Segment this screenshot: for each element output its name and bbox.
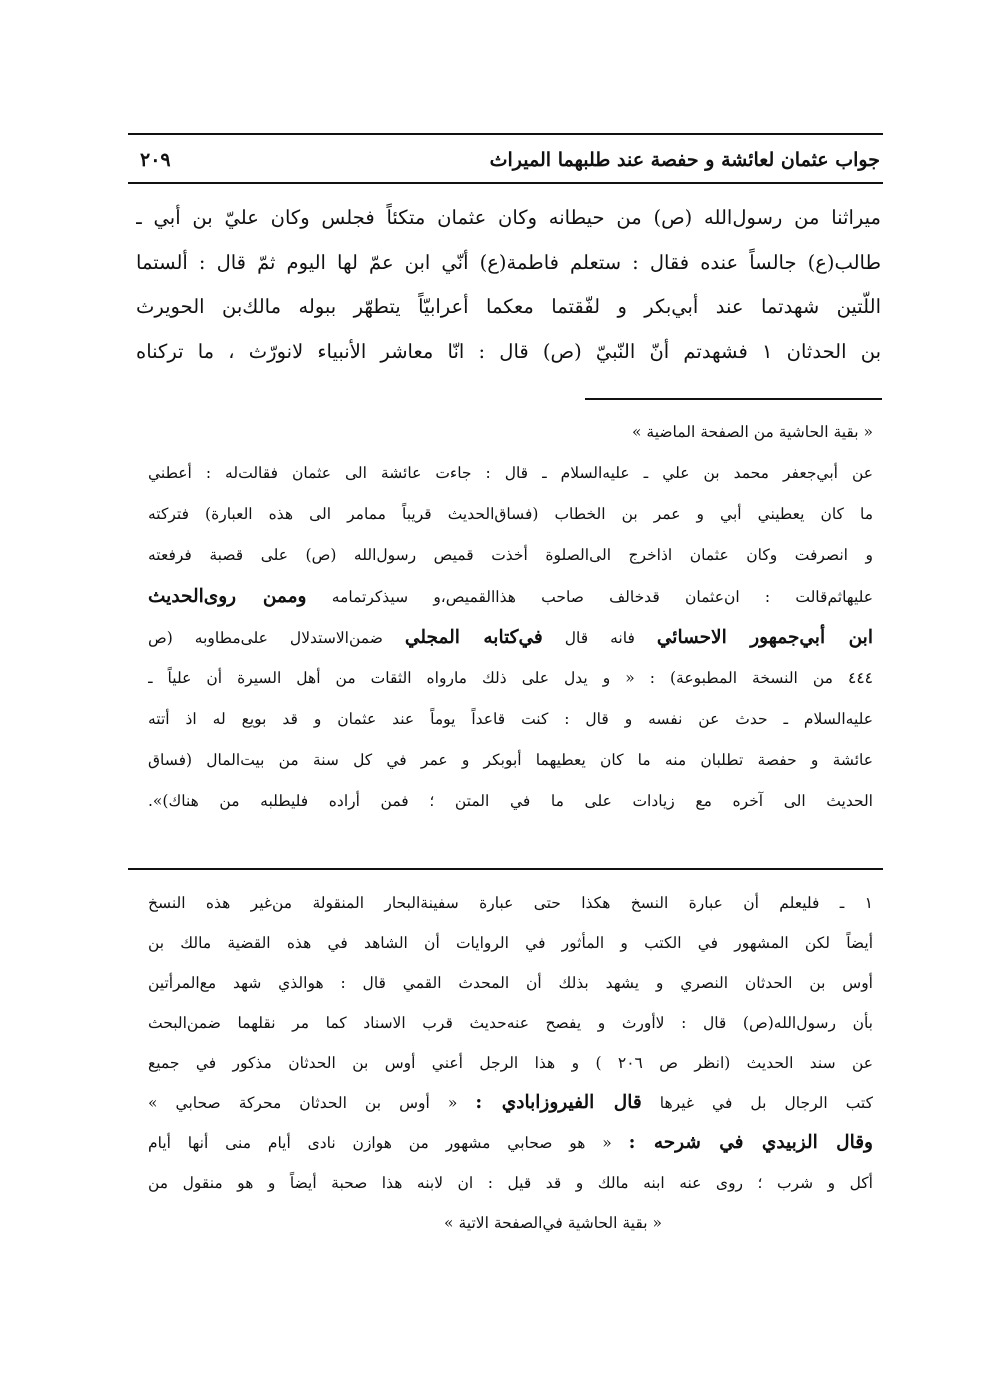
footnote-line <box>148 617 873 658</box>
footnote-text: كتب الرجال بل في غيرها <box>659 1094 873 1112</box>
footnote-bold-phrase: في‌كتابه المجلي <box>404 627 543 648</box>
footnote-text: ضمن‌الاستدلال على‌مطاوبه (ص <box>148 629 383 647</box>
main-text-line: طالب(ع) جالساً عنده فقال : ستعلم فاطمة(ع) أنّي ابن عمّ لها اليوم ثمّ قال : ألستما <box>136 250 881 274</box>
footnote-line <box>148 1123 873 1163</box>
footnote-line: عن سند الحديث (انظر ص ٢٠٦ ) و هذا الرجل أعني أوس بن الحدثان مذكور في جميع <box>148 1054 873 1072</box>
footnote-line: بأن رسول‌الله(ص) قال : لاأورث و يفصح عنه‌حديث قرب الاسناد كما مر نقلهما ضمن‌البحث <box>148 1014 873 1032</box>
footnote-line: الحديث الى آخره مع زيادات على ما في المتن ؛ فمن أراده فليطلبه من هناك)». <box>148 792 873 810</box>
footnote-text: عليهاثم‌قالت : ان‌عثمان قدخالف صاحب هذا‌القميص،و سيذكرتمامه <box>331 588 873 606</box>
footnote-bold-phrase: وممن روى‌الحديث <box>148 586 307 607</box>
footnote-line: ٤٤٤ من النسخة المطبوعة) : « و يدل على ذلك مارواه الثقات من أهل السيرة أن علياً ـ <box>148 669 873 687</box>
footnote-bold-phrase: قال الفيروزابادي : <box>475 1092 642 1113</box>
footnote-line: أيضاً لكن المشهور في الكتب و المأثور في الروايات أن الشاهد في هذه القضية مالك بن <box>148 934 873 952</box>
main-text <box>136 196 881 374</box>
continued-on-next-label: « بقية الحاشية في‌الصفحة الاتية » <box>444 1214 662 1232</box>
footnote-bold-phrase: وقال الزبيدي في شرحه : <box>628 1132 873 1153</box>
footnote-line: عائشة و حفصة تطلبان منه ما كان يعطيهما أبوبكر و عمر في كل سنة من بيت‌المال (فساق <box>148 751 873 769</box>
footnote-divider-rule <box>128 868 883 870</box>
footnote-line: و انصرفت وكان عثمان اذاخرج الى‌الصلوة أخذت قميص رسول‌الله (ص) على قصبة فرفعته <box>148 546 873 564</box>
header-bottom-rule <box>128 182 883 184</box>
footnote-line: أوس بن الحدثان النصري و يشهد بذلك أن المحدث القمي قال : هوالذي شهد مع‌المرأتين <box>148 974 873 992</box>
footnote-bold-phrase: ابن أبي‌جمهور الاحسائي <box>656 627 873 648</box>
running-header <box>140 143 880 177</box>
footnote-continued <box>148 412 873 822</box>
continued-from-previous-label: « بقية الحاشية من الصفحة الماضية » <box>632 423 873 441</box>
footnote-line: عليه‌السلام ـ حدث عن نفسه و قال : كنت قاعداً يوماً عند عثمان و قد بويع له اذ أتته <box>148 710 873 728</box>
footnote-line <box>148 576 873 617</box>
footnote-text: فانه قال <box>564 629 635 647</box>
footnote-line: عن أبي‌جعفر محمد بن علي ـ عليه‌السلام ـ قال : جاءت عائشة الى عثمان فقالت‌له : أعطني <box>148 464 873 482</box>
footnote-line: أكل و شرب ؛ روى عنه ابنه مالك و قد قيل : ان لابنه هذا صحبة أيضاً و هو منقول من <box>148 1174 873 1192</box>
main-text-line: بن الحدثان ١ فشهدتم أنّ النّبيّ (ص) قال : انّا معاشر الأنبياء لانورّث ، ما تركناه <box>136 339 881 363</box>
footnote-text: « أوس بن الحدثان محركة صحابي » <box>148 1094 458 1112</box>
footnote-line: ١ ـ فليعلم أن عبارة النسخ هكذا حتى عبارة سفينة‌البحار المنقولة من‌غير هذه النسخ <box>148 894 873 912</box>
main-text-line: ميراثنا من رسول‌الله (ص) من حيطانه وكان عثمان متكئاً فجلس وكان عليّ بن أبي ـ <box>136 206 881 229</box>
main-text-line: اللّتين شهدتما عند أبي‌بكر و لفّقتما معكما أعرابيّاً يتطهّر ببوله مالك‌بن الحويرث <box>136 295 881 318</box>
page-number: ٢٠٩ <box>140 149 171 171</box>
footnote-one <box>148 883 873 1243</box>
header-top-rule <box>128 133 883 135</box>
footnote-text: « هو صحابي مشهور من هوازن نادى أيام منى أنها أيام <box>148 1134 612 1152</box>
running-title: جواب عثمان لعائشة و حفصة عند طلبهما الميراث <box>489 149 880 171</box>
footnote-line: ما كان يعطيني أبي و عمر بن الخطاب (فساق‌الحديث قريباً ممامر الى هذه العبارة) فتركته <box>148 505 873 523</box>
footnote-line <box>148 1083 873 1123</box>
footnote-separator-rule <box>585 398 882 400</box>
